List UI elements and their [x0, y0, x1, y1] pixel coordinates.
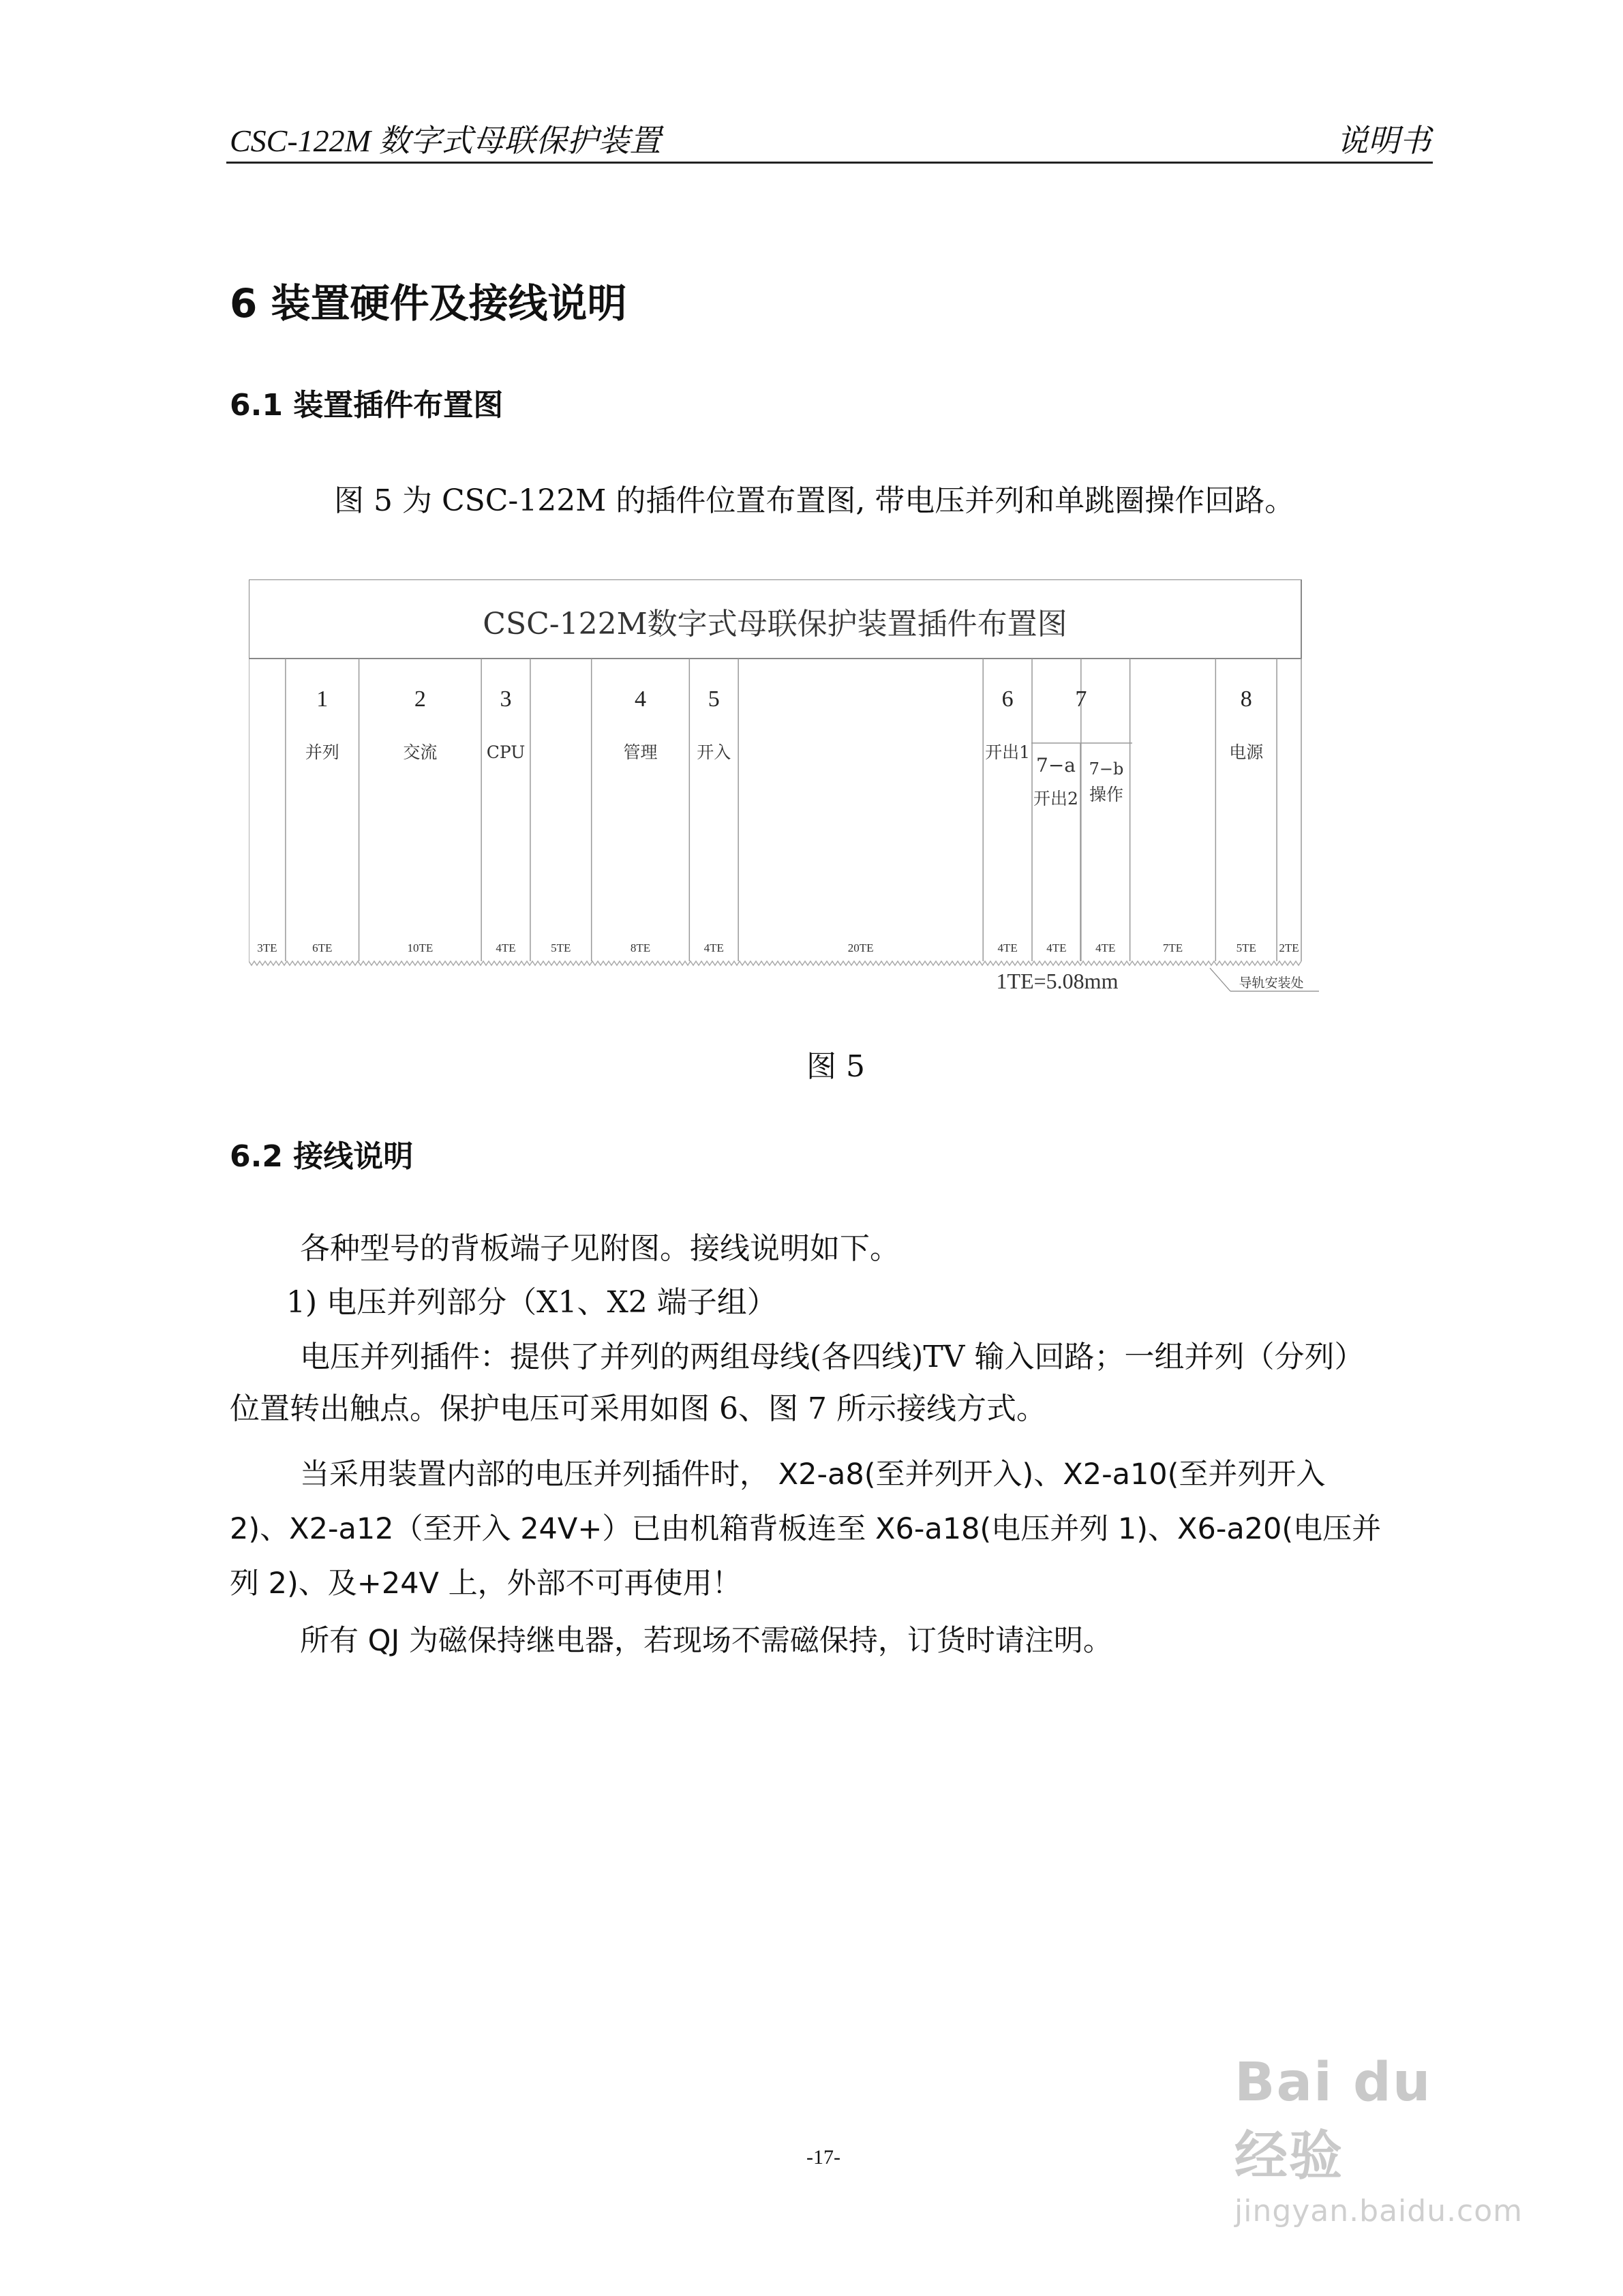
slot-te-width: 4TE	[703, 941, 724, 954]
slot-te-width: 10TE	[407, 941, 434, 954]
unit-note: 1TE=5.08mm	[996, 969, 1119, 993]
slot-te-width: 5TE	[551, 941, 571, 954]
paragraph-4-line-3: 列 2)、及+24V 上，外部不可再使用！	[230, 1567, 742, 1601]
rail-note-leader	[1210, 968, 1230, 991]
paragraph-2: 1) 电压并列部分（X1、X2 端子组）	[286, 1285, 777, 1320]
slot-number: 8	[1240, 686, 1252, 712]
slot-name: CPU	[486, 742, 526, 762]
header-document-type: 说明书	[1337, 123, 1431, 158]
paragraph-5: 所有 QJ 为磁保持继电器，若现场不需磁保持，订货时请注明。	[300, 1624, 1112, 1658]
header-divider	[226, 162, 1433, 164]
slot-name: 交流	[403, 742, 438, 762]
slot-number: 2	[414, 686, 426, 712]
slot-name: 管理	[623, 742, 658, 762]
slot-te-width: 6TE	[312, 941, 333, 954]
paragraph-4-line-1: 当采用装置内部的电压并列插件时， X2-a8(至并列开入)、X2-a10(至并列开入	[300, 1457, 1326, 1492]
slot-number: 7	[1075, 686, 1087, 712]
paragraph-3-line-1: 电压并列插件：提供了并列的两组母线(各四线)TV 输入回路；一组并列（分列）	[300, 1340, 1365, 1374]
paragraph-4-line-2: 2)、X2-a12（至开入 24V+）已由机箱背板连至 X6-a18(电压并列 1)、X6-a20(电压并	[230, 1512, 1382, 1546]
subsection-6-1-title: 6.1 装置插件布置图	[230, 388, 504, 423]
watermark-brand: Bai du 经验	[1234, 2052, 1432, 2187]
slot-te-width: 2TE	[1279, 941, 1299, 954]
watermark-url: jingyan.baidu.com	[1234, 2194, 1523, 2229]
slot-number: 3	[500, 686, 512, 712]
slot-te-width: 8TE	[630, 941, 651, 954]
slot-te-width: 3TE	[257, 941, 277, 954]
slot-te-width: 7TE	[1162, 941, 1183, 954]
slot-name: 并列	[305, 742, 339, 762]
slot-te-width: 4TE	[1046, 941, 1067, 954]
slot-name: 开出1	[985, 742, 1031, 762]
baidu-watermark	[1234, 2052, 1523, 2229]
subsection-6-2-title: 6.2 接线说明	[230, 1139, 414, 1174]
paragraph-3-line-2: 位置转出触点。保护电压可采用如图 6、图 7 所示接线方式。	[230, 1391, 1046, 1426]
slot-te-width: 4TE	[496, 941, 516, 954]
slot-7a-label: 7−a	[1036, 754, 1076, 776]
section-title: 6 装置硬件及接线说明	[230, 280, 627, 327]
figure-caption: 图 5	[806, 1049, 865, 1084]
slot-7b-label: 7−b	[1089, 759, 1124, 779]
slot-number: 4	[635, 686, 647, 712]
plugin-layout-diagram	[249, 579, 1333, 1002]
rail-edge	[249, 961, 1301, 965]
slot-te-width: 5TE	[1236, 941, 1256, 954]
slot-7b-name: 操作	[1089, 785, 1124, 804]
slot-name: 电源	[1229, 742, 1264, 762]
slot-7a-name: 开出2	[1033, 789, 1078, 809]
header-document-title: CSC-122M 数字式母联保护装置	[230, 123, 661, 158]
rail-note: 导轨安装处	[1239, 976, 1304, 991]
slot-te-width: 4TE	[997, 941, 1018, 954]
slot-number: 5	[708, 686, 720, 712]
slot-te-width: 20TE	[847, 941, 874, 954]
slot-te-width: 4TE	[1095, 941, 1116, 954]
page-number: -17-	[806, 2146, 840, 2169]
slot-number: 1	[316, 686, 329, 712]
paragraph-1: 各种型号的背板端子见附图。接线说明如下。	[300, 1231, 900, 1266]
slot-name: 开入	[697, 742, 731, 762]
slot-number: 6	[1001, 686, 1014, 712]
diagram-title: CSC-122M数字式母联保护装置插件布置图	[483, 607, 1067, 641]
intro-paragraph: 图 5 为 CSC-122M 的插件位置布置图, 带电压并列和单跳圈操作回路。	[334, 483, 1295, 518]
